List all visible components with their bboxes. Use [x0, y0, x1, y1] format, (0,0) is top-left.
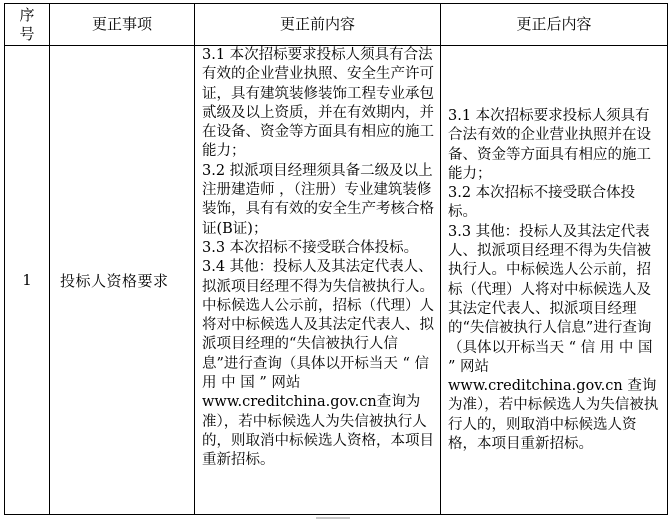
before-paragraph-2: 3.2 拟派项目经理须具备二级及以上注册建造师 ，（注册）专业建筑装修装饰，具有有效的安全生产考核合格证(B证)； — [202, 162, 434, 237]
row-seq: 1 — [5, 46, 50, 515]
header-before: 更正前内容 — [195, 4, 441, 46]
before-paragraph-1: 3.1 本次招标要求投标人须具有合法有效的企业营业执照、安全生产许可证，具有建筑装修装饰工程专业承包贰级及以上资质，并在有效期内，并在设备、资金等方面具有相应的施工能力； — [202, 47, 434, 160]
table-header-row — [5, 4, 668, 46]
header-seq: 序号 — [5, 4, 50, 46]
before-paragraph-4: 3.4 其他：投标人及其法定代表人、拟派项目经理不得为失信被执行人。中标候选人公示前，招标（代理）人将对中标候选人及其法定代表人、拟派项目经理的“失信被执行人信息”进行查询（具体以开标当天 “ 信 用 中 国 ” 网站www.creditchina.gov.cn查询为准），若中标候选人为失信被执行人的，则取消中标候选人资格，本项目重新招标。 — [202, 259, 434, 469]
table-row — [5, 46, 668, 515]
row-after-content — [441, 46, 668, 515]
row-before-content — [195, 46, 441, 515]
header-item: 更正事项 — [50, 4, 195, 46]
page-bottom-mark — [316, 517, 350, 519]
before-paragraph-3: 3.3 本次招标不接受联合体投标。 — [202, 239, 419, 256]
header-after: 更正后内容 — [441, 4, 668, 46]
after-paragraph-1: 3.1 本次招标要求投标人须具有合法有效的企业营业执照并在设备、资金等方面具有相应的施工能力； — [448, 108, 651, 182]
correction-table — [4, 3, 668, 515]
row-item: 投标人资格要求 — [50, 46, 195, 515]
after-paragraph-3: 3.3 其他：投标人及其法定代表人、拟派项目经理不得为失信被执行人。中标候选人公示前，招标（代理）人将对中标候选人及其法定代表人、拟派项目经理的“失信被执行人信息”进行查询（具体以开标当天 “ 信 用 中 国 ” 网站www.creditchina.gov.cn 查询为准），若中标候选人为失信被执行人的，则取消中标候选人资格，本项目重新招标。 — [448, 223, 659, 453]
after-paragraph-2: 3.2 本次招标不接受联合体投标。 — [448, 185, 636, 221]
